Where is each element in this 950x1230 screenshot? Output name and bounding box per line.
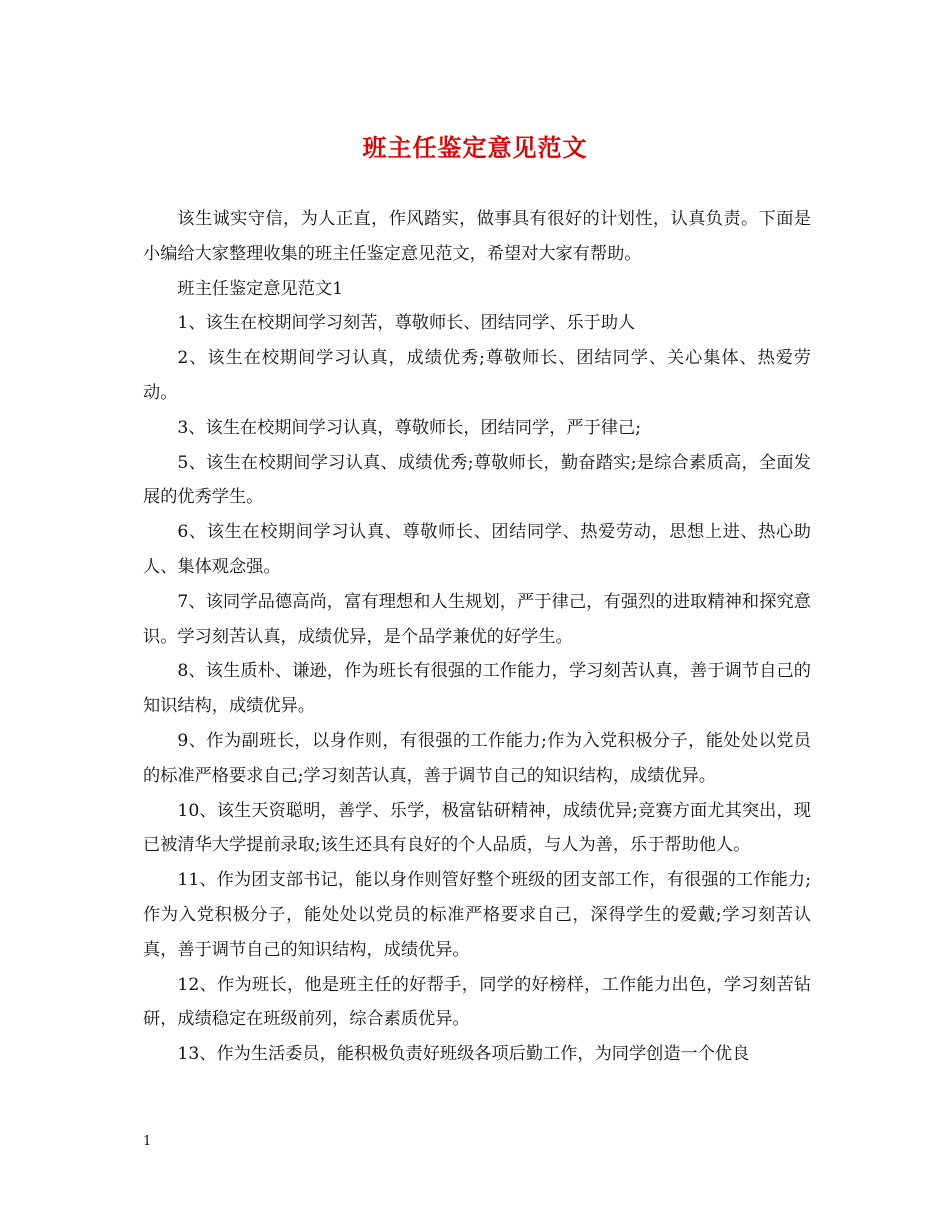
paragraph: 9、作为副班长，以身作则，有很强的工作能力;作为入党积极分子，能处处以党员的标准严格要求自己;学习刻苦认真，善于调节自己的知识结构，成绩优异。 (143, 730, 811, 786)
page-number: 1 (143, 1134, 152, 1149)
paragraph: 11、作为团支部书记，能以身作则管好整个班级的团支部工作，有很强的工作能力;作为入党积极分子，能处处以党员的标准严格要求自己，深得学生的爱戴;学习刻苦认真，善于调节自己的知识结构，成绩优异。 (143, 870, 811, 960)
paragraph: 该生诚实守信，为人正直，作风踏实，做事具有很好的计划性，认真负责。下面是小编给大家整理收集的班主任鉴定意见范文，希望对大家有帮助。 (143, 209, 811, 264)
paragraph: 10、该生天资聪明，善学、乐学，极富钻研精神，成绩优异;竞赛方面尤其突出，现已被清华大学提前录取;该生还具有良好的个人品质，与人为善，乐于帮助他人。 (143, 800, 811, 856)
paragraph: 3、该生在校期间学习认真，尊敬师长，团结同学，严于律己; (177, 417, 641, 438)
document-body (143, 202, 811, 1072)
paragraph: 1、该生在校期间学习刻苦，尊敬师长、团结同学、乐于助人 (177, 313, 636, 334)
paragraph: 2、该生在校期间学习认真，成绩优秀;尊敬师长、团结同学、关心集体、热爱劳动。 (143, 348, 811, 403)
paragraph: 13、作为生活委员，能积极负责好班级各项后勤工作，为同学创造一个优良 (177, 1044, 750, 1065)
paragraph: 7、该同学品德高尚，富有理想和人生规划，严于律己，有强烈的进取精神和探究意识。学习刻苦认真，成绩优异，是个品学兼优的好学生。 (143, 591, 811, 647)
paragraph: 班主任鉴定意见范文1 (177, 278, 344, 299)
document-title: 班主任鉴定意见范文 (362, 133, 588, 162)
paragraph: 12、作为班长，他是班主任的好帮手，同学的好榜样，工作能力出色，学习刻苦钻研，成绩稳定在班级前列，综合素质优异。 (143, 974, 811, 1030)
paragraph: 5、该生在校期间学习认真、成绩优秀;尊敬师长，勤奋踏实;是综合素质高，全面发展的优秀学生。 (143, 452, 811, 508)
paragraph: 6、该生在校期间学习认真、尊敬师长、团结同学、热爱劳动，思想上进、热心助人、集体观念强。 (143, 522, 811, 577)
paragraph: 8、该生质朴、谦逊，作为班长有很强的工作能力，学习刻苦认真，善于调节自己的知识结构，成绩优异。 (143, 661, 811, 717)
